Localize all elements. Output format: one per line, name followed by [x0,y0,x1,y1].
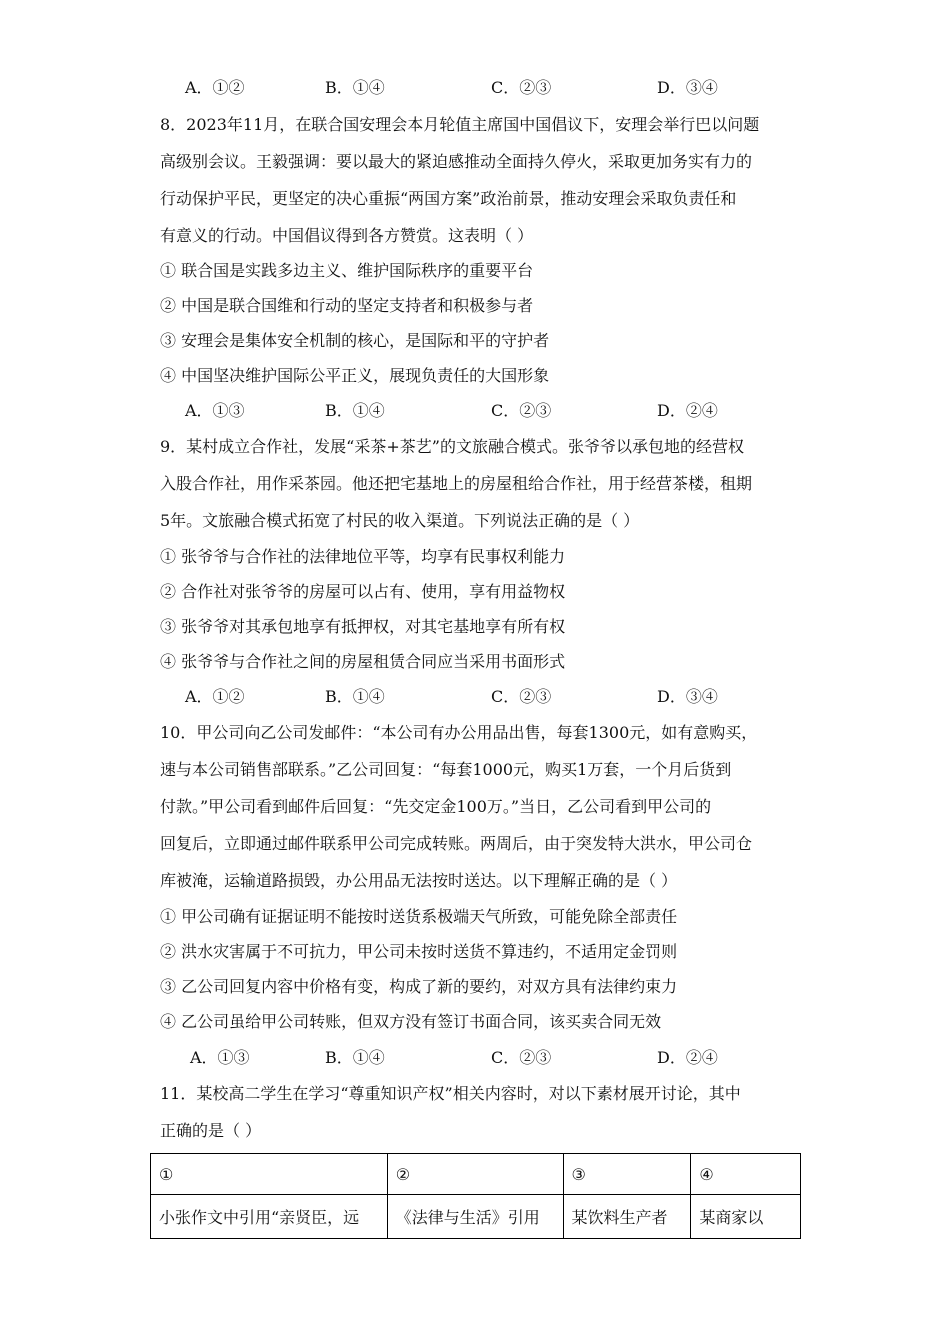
q10-item-4: ④ 乙公司虽给甲公司转账，但双方没有签订书面合同，该买卖合同无效 [160,1012,662,1031]
q7-option-c[interactable]: C．②③ [491,78,552,97]
q8-stem-line: 8．2023年11月，在联合国安理会本月轮值主席国中国倡议下，安理会举行巴以问题 [160,115,760,134]
q8-stem-line: 有意义的行动。中国倡议得到各方赞赏。这表明（ ） [160,226,534,245]
q10-stem-line: 10．甲公司向乙公司发邮件：“本公司有办公用品出售，每套1300元，如有意购买， [160,723,758,742]
q9-stem-line: 9．某村成立合作社，发展“采茶+茶艺”的文旅融合模式。张爷爷以承包地的经营权 [160,437,744,456]
q8-option-d[interactable]: D．②④ [657,401,718,420]
table-header-cell: ④ [691,1154,801,1195]
q7-option-d[interactable]: D．③④ [657,78,718,97]
q9-stem-line: 5年。文旅融合模式拓宽了村民的收入渠道。下列说法正确的是（ ） [160,511,640,530]
table-header-cell: ② [387,1154,563,1195]
q8-option-a[interactable]: A．①③ [185,401,245,420]
table-cell: 某饮料生产者 [563,1195,691,1239]
table-row [151,1195,801,1239]
q8-option-b[interactable]: B．①④ [325,401,385,420]
q9-options [185,687,745,707]
q10-options [185,1048,745,1068]
q9-option-b[interactable]: B．①④ [325,687,385,706]
table-cell: 某商家以 [691,1195,801,1239]
q9-option-d[interactable]: D．③④ [657,687,718,706]
q11-material-table [150,1153,801,1239]
q8-item-1: ① 联合国是实践多边主义、维护国际秩序的重要平台 [160,261,534,280]
q11-stem-line: 正确的是（ ） [160,1121,262,1140]
q7-option-b[interactable]: B．①④ [325,78,385,97]
q8-item-4: ④ 中国坚决维护国际公平正义，展现负责任的大国形象 [160,366,550,385]
q9-stem-line: 入股合作社，用作采茶园。他还把宅基地上的房屋租给合作社，用于经营茶楼，租期 [160,474,753,493]
q10-stem-line: 回复后，立即通过邮件联系甲公司完成转账。两周后，由于突发特大洪水，甲公司仓 [160,834,753,853]
q10-stem-line: 付款。”甲公司看到邮件后回复：“先交定金100万。”当日，乙公司看到甲公司的 [160,797,712,816]
q8-item-2: ② 中国是联合国维和行动的坚定支持者和积极参与者 [160,296,534,315]
q9-option-c[interactable]: C．②③ [491,687,552,706]
q10-option-c[interactable]: C．②③ [491,1048,552,1067]
q10-option-a[interactable]: A．①③ [190,1048,250,1067]
q10-stem-line: 库被淹，运输道路损毁，办公用品无法按时送达。以下理解正确的是（ ） [160,871,678,890]
q7-option-a[interactable]: A．①② [185,78,245,97]
q8-stem-line: 高级别会议。王毅强调：要以最大的紧迫感推动全面持久停火，采取更加务实有力的 [160,152,753,171]
q9-item-1: ① 张爷爷与合作社的法律地位平等，均享有民事权利能力 [160,547,566,566]
table-header-cell: ③ [563,1154,691,1195]
q10-option-b[interactable]: B．①④ [325,1048,385,1067]
q8-options [185,401,745,421]
q8-option-c[interactable]: C．②③ [491,401,552,420]
q10-option-d[interactable]: D．②④ [657,1048,718,1067]
q10-item-1: ① 甲公司确有证据证明不能按时送货系极端天气所致，可能免除全部责任 [160,907,678,926]
q9-item-4: ④ 张爷爷与合作社之间的房屋租赁合同应当采用书面形式 [160,652,566,671]
q9-option-a[interactable]: A．①② [185,687,245,706]
table-cell: 《法律与生活》引用 [387,1195,563,1239]
q11-stem-line: 11．某校高二学生在学习“尊重知识产权”相关内容时，对以下素材展开讨论，其中 [160,1084,741,1103]
q10-item-3: ③ 乙公司回复内容中价格有变，构成了新的要约，对双方具有法律约束力 [160,977,678,996]
q7-options [185,78,745,98]
table-cell: 小张作文中引用“亲贤臣，远 [151,1195,388,1239]
table-header-row [151,1154,801,1195]
q9-item-3: ③ 张爷爷对其承包地享有抵押权，对其宅基地享有所有权 [160,617,566,636]
q8-item-3: ③ 安理会是集体安全机制的核心，是国际和平的守护者 [160,331,550,350]
q9-item-2: ② 合作社对张爷爷的房屋可以占有、使用，享有用益物权 [160,582,566,601]
q10-stem-line: 速与本公司销售部联系。”乙公司回复：“每套1000元，购买1万套，一个月后货到 [160,760,732,779]
q10-item-2: ② 洪水灾害属于不可抗力，甲公司未按时送货不算违约，不适用定金罚则 [160,942,678,961]
q8-stem-line: 行动保护平民，更坚定的决心重振“两国方案”政治前景，推动安理会采取负责任和 [160,189,737,208]
table-header-cell: ① [151,1154,388,1195]
